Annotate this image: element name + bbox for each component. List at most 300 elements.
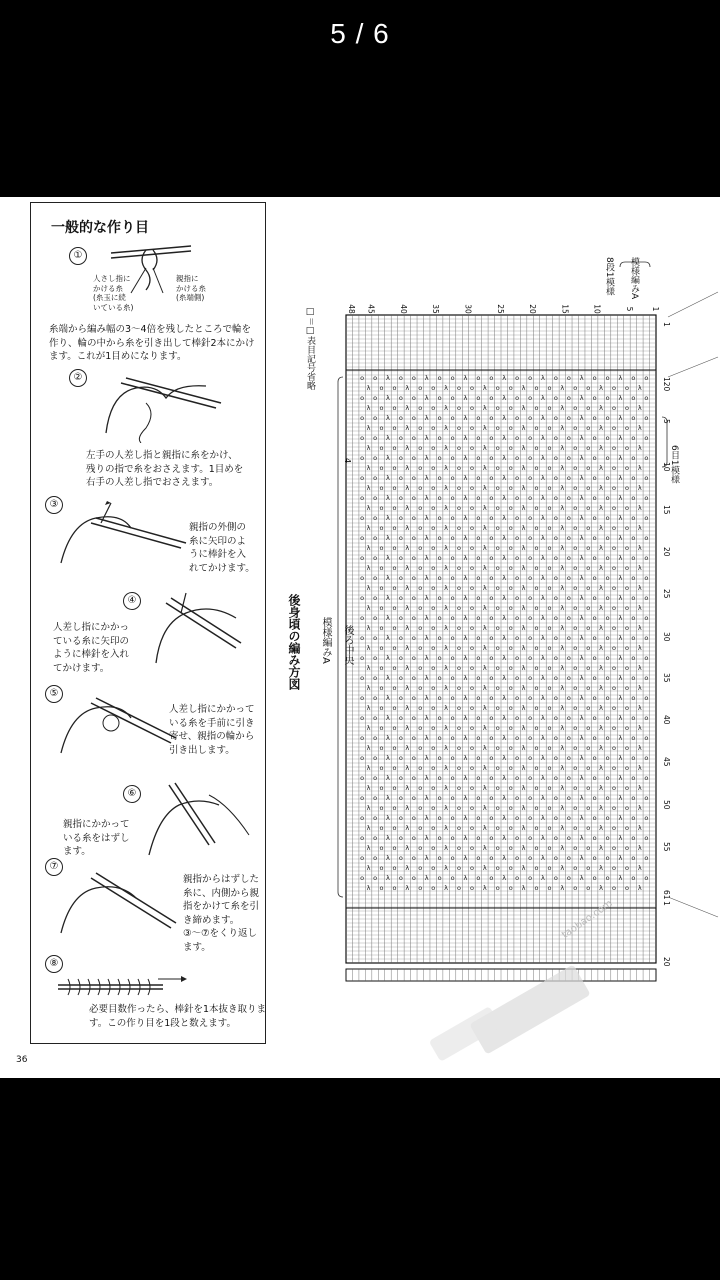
stitch-symbol: o bbox=[528, 874, 533, 882]
stitch-symbol: o bbox=[469, 584, 474, 592]
stitch-symbol: o bbox=[528, 574, 533, 582]
stitch-symbol: λ bbox=[541, 514, 545, 522]
stitch-symbol: λ bbox=[482, 484, 487, 492]
stitch-symbol: o bbox=[644, 554, 649, 562]
stitch-symbol: o bbox=[457, 464, 462, 472]
stitch-symbol: λ bbox=[463, 554, 468, 562]
stitch-symbol: o bbox=[373, 374, 378, 382]
stitch-symbol: λ bbox=[405, 424, 410, 432]
stitch-symbol: λ bbox=[618, 694, 623, 702]
stitch-symbol: o bbox=[411, 454, 416, 462]
row-number: 1 bbox=[650, 306, 660, 312]
stitch-symbol: o bbox=[624, 604, 629, 612]
stitch-symbol: λ bbox=[599, 604, 604, 612]
stitch-symbol: λ bbox=[463, 374, 468, 382]
stitch-symbol: o bbox=[624, 484, 629, 492]
stitch-symbol: o bbox=[450, 674, 455, 682]
stitch-symbol: o bbox=[534, 384, 539, 392]
stitch-symbol: o bbox=[411, 474, 416, 482]
stitch-symbol: o bbox=[547, 584, 552, 592]
stitch-symbol: o bbox=[431, 384, 436, 392]
stitch-symbol: o bbox=[508, 484, 513, 492]
stitch-symbol: λ bbox=[618, 374, 623, 382]
stitch-symbol: o bbox=[431, 644, 436, 652]
stitch-symbol: o bbox=[515, 754, 520, 762]
stitch-symbol: o bbox=[418, 844, 423, 852]
stitch-symbol: o bbox=[469, 384, 474, 392]
stitch-symbol: λ bbox=[482, 884, 487, 892]
stitch-symbol: o bbox=[392, 524, 397, 532]
stitch-symbol: o bbox=[586, 444, 591, 452]
leader-line bbox=[668, 357, 718, 377]
stitch-symbol: o bbox=[612, 804, 617, 812]
stitch-symbol: o bbox=[605, 574, 610, 582]
stitch-symbol: λ bbox=[599, 424, 604, 432]
stitch-symbol: o bbox=[476, 454, 481, 462]
stitch-symbol: o bbox=[437, 434, 442, 442]
stitch-symbol: λ bbox=[599, 464, 604, 472]
stitch-symbol: o bbox=[624, 704, 629, 712]
stitch-symbol: o bbox=[398, 814, 403, 822]
stitch-symbol: o bbox=[553, 814, 558, 822]
stitch-symbol: o bbox=[373, 474, 378, 482]
stitch-symbol: λ bbox=[386, 654, 390, 662]
stitch-symbol: o bbox=[379, 624, 384, 632]
stitch-symbol: o bbox=[515, 774, 520, 782]
stitch-symbol: o bbox=[547, 684, 552, 692]
stitch-symbol: o bbox=[398, 774, 403, 782]
stitch-symbol: λ bbox=[482, 784, 487, 792]
stitch-symbol: o bbox=[553, 774, 558, 782]
stitch-symbol: o bbox=[457, 844, 462, 852]
stitch-symbol: λ bbox=[560, 844, 565, 852]
step-4-text: 人差し指にかかっ ている糸に矢印の ように棒針を入れ てかけます。 bbox=[53, 622, 130, 674]
stitch-symbol: o bbox=[534, 704, 539, 712]
stitch-symbol: λ bbox=[424, 674, 429, 682]
stitch-symbol: o bbox=[411, 674, 416, 682]
stitch-symbol: o bbox=[411, 874, 416, 882]
stitch-symbol: o bbox=[553, 434, 558, 442]
stitch-symbol: o bbox=[553, 374, 558, 382]
stitch-symbol: o bbox=[528, 854, 533, 862]
stitch-symbol: λ bbox=[386, 594, 390, 602]
stitch-symbol: o bbox=[566, 834, 571, 842]
stitch-symbol: o bbox=[373, 594, 378, 602]
stitch-symbol: λ bbox=[599, 704, 604, 712]
stitch-symbol: o bbox=[508, 604, 513, 612]
stitch-symbol: o bbox=[631, 754, 636, 762]
stitch-symbol: λ bbox=[541, 534, 545, 542]
stitch-symbol: o bbox=[631, 454, 636, 462]
stitch-symbol: o bbox=[450, 514, 455, 522]
stitch-symbol: λ bbox=[444, 664, 449, 672]
stitch-symbol: λ bbox=[482, 764, 487, 772]
stitch-symbol: λ bbox=[637, 724, 642, 732]
stitch-symbol: o bbox=[612, 504, 617, 512]
stitch-symbol: λ bbox=[444, 504, 449, 512]
column-number: 45 bbox=[662, 757, 671, 767]
stitch-symbol: o bbox=[547, 724, 552, 732]
stitch-symbol: o bbox=[418, 444, 423, 452]
stitch-symbol: λ bbox=[521, 384, 526, 392]
stitch-symbol: λ bbox=[599, 684, 604, 692]
stitch-symbol: λ bbox=[366, 844, 371, 852]
stitch-symbol: o bbox=[566, 774, 571, 782]
stitch-symbol: o bbox=[508, 744, 513, 752]
stitch-symbol: o bbox=[476, 714, 481, 722]
stitch-symbol: o bbox=[457, 784, 462, 792]
stitch-symbol: λ bbox=[637, 704, 642, 712]
stitch-symbol: o bbox=[515, 474, 520, 482]
stitch-symbol: o bbox=[437, 414, 442, 422]
stitch-symbol: λ bbox=[618, 794, 623, 802]
row-number: 10 bbox=[592, 304, 602, 314]
stitch-symbol: λ bbox=[541, 614, 545, 622]
stitch-symbol: o bbox=[411, 654, 416, 662]
stitch-symbol: o bbox=[431, 884, 436, 892]
stitch-symbol: o bbox=[489, 434, 494, 442]
stitch-symbol: o bbox=[528, 454, 533, 462]
repeat-label: 6目1模様 bbox=[669, 445, 679, 484]
stitch-symbol: λ bbox=[502, 774, 507, 782]
stitch-symbol: λ bbox=[424, 774, 429, 782]
stitch-symbol: λ bbox=[444, 824, 449, 832]
stitch-symbol: λ bbox=[444, 544, 449, 552]
stitch-symbol: λ bbox=[463, 594, 468, 602]
stitch-symbol: o bbox=[398, 574, 403, 582]
stitch-symbol: o bbox=[495, 724, 500, 732]
stitch-symbol: λ bbox=[482, 424, 487, 432]
stitch-symbol: o bbox=[398, 594, 403, 602]
stitch-symbol: λ bbox=[521, 624, 526, 632]
stitch-symbol: o bbox=[431, 844, 436, 852]
stitch-symbol: o bbox=[398, 434, 403, 442]
stitch-symbol: o bbox=[392, 584, 397, 592]
stitch-symbol: o bbox=[495, 744, 500, 752]
stitch-symbol: o bbox=[437, 854, 442, 862]
stitch-symbol: o bbox=[437, 874, 442, 882]
stitch-symbol: λ bbox=[637, 844, 642, 852]
stitch-symbol: o bbox=[553, 674, 558, 682]
stitch-symbol: o bbox=[392, 744, 397, 752]
stitch-symbol: o bbox=[373, 694, 378, 702]
stitch-symbol: λ bbox=[521, 524, 526, 532]
stitch-symbol: o bbox=[566, 474, 571, 482]
stitch-symbol: λ bbox=[405, 464, 410, 472]
stitch-symbol: o bbox=[476, 474, 481, 482]
column-number: 120 bbox=[662, 377, 671, 392]
stitch-symbol: o bbox=[398, 794, 403, 802]
stitch-symbol: o bbox=[431, 604, 436, 612]
stitch-symbol: o bbox=[373, 874, 378, 882]
stitch-symbol: o bbox=[469, 824, 474, 832]
stitch-symbol: o bbox=[534, 504, 539, 512]
stitch-symbol: o bbox=[605, 734, 610, 742]
stitch-symbol: o bbox=[605, 414, 610, 422]
stitch-symbol: λ bbox=[463, 694, 468, 702]
stitch-symbol: o bbox=[553, 414, 558, 422]
stitch-symbol: λ bbox=[366, 524, 371, 532]
stitch-symbol: λ bbox=[482, 664, 487, 672]
stitch-symbol: o bbox=[373, 774, 378, 782]
stitch-symbol: o bbox=[398, 534, 403, 542]
stitch-symbol: o bbox=[360, 794, 365, 802]
stitch-symbol: o bbox=[573, 464, 578, 472]
stitch-symbol: o bbox=[586, 484, 591, 492]
stitch-symbol: λ bbox=[579, 434, 584, 442]
stitch-symbol: λ bbox=[618, 474, 623, 482]
stitch-symbol: λ bbox=[444, 404, 449, 412]
stitch-symbol: o bbox=[586, 804, 591, 812]
stitch-symbol: λ bbox=[366, 604, 371, 612]
stitch-symbol: o bbox=[573, 644, 578, 652]
step-5-text: 人差し指にかかって いる糸を手前に引き 寄せ、親指の輪から 引き出します。 bbox=[169, 704, 255, 756]
stitch-symbol: o bbox=[586, 844, 591, 852]
stitch-symbol: o bbox=[631, 394, 636, 402]
stitch-symbol: o bbox=[566, 814, 571, 822]
stitch-symbol: o bbox=[508, 424, 513, 432]
stitch-symbol: o bbox=[360, 494, 365, 502]
document-page[interactable] bbox=[0, 197, 720, 1078]
stitch-symbol: λ bbox=[560, 604, 565, 612]
stitch-symbol: λ bbox=[637, 524, 642, 532]
stitch-symbol: o bbox=[392, 784, 397, 792]
stitch-symbol: o bbox=[644, 454, 649, 462]
stitch-symbol: o bbox=[592, 514, 597, 522]
stitch-symbol: o bbox=[476, 694, 481, 702]
stitch-symbol: λ bbox=[637, 404, 642, 412]
stitch-symbol: o bbox=[431, 424, 436, 432]
stitch-symbol: λ bbox=[637, 564, 642, 572]
stitch-symbol: o bbox=[495, 804, 500, 812]
stitch-symbol: o bbox=[431, 824, 436, 832]
stitch-symbol: o bbox=[437, 454, 442, 462]
stitch-symbol: λ bbox=[541, 734, 545, 742]
stitch-symbol: o bbox=[612, 744, 617, 752]
stitch-symbol: λ bbox=[463, 494, 468, 502]
stitch-symbol: λ bbox=[618, 634, 623, 642]
stitch-symbol: o bbox=[431, 564, 436, 572]
stitch-symbol: o bbox=[373, 514, 378, 522]
stitch-symbol: λ bbox=[560, 404, 565, 412]
stitch-symbol: o bbox=[431, 544, 436, 552]
stitch-symbol: λ bbox=[424, 434, 429, 442]
stitch-symbol: o bbox=[631, 694, 636, 702]
stitch-symbol: λ bbox=[366, 684, 371, 692]
stitch-symbol: o bbox=[515, 694, 520, 702]
stitch-symbol: λ bbox=[366, 764, 371, 772]
stitch-symbol: o bbox=[469, 744, 474, 752]
stitch-symbol: λ bbox=[463, 514, 468, 522]
stitch-symbol: λ bbox=[579, 534, 584, 542]
stitch-symbol: o bbox=[528, 474, 533, 482]
stitch-symbol: o bbox=[457, 724, 462, 732]
stitch-symbol: o bbox=[644, 734, 649, 742]
stitch-symbol: o bbox=[605, 514, 610, 522]
stitch-symbol: λ bbox=[579, 854, 584, 862]
stitch-symbol: λ bbox=[618, 674, 623, 682]
stitch-symbol: λ bbox=[463, 534, 468, 542]
stitch-symbol: o bbox=[469, 444, 474, 452]
stitch-symbol: λ bbox=[366, 504, 371, 512]
stitch-symbol: o bbox=[612, 384, 617, 392]
stitch-symbol: o bbox=[489, 394, 494, 402]
stitch-symbol: o bbox=[418, 544, 423, 552]
stitch-symbol: o bbox=[476, 514, 481, 522]
stitch-symbol: λ bbox=[541, 714, 545, 722]
stitch-symbol: o bbox=[360, 614, 365, 622]
step-2-text: 左手の人差し指と親指に糸をかけ、 残りの指で糸をおさえます。1目めを 右手の人差し指でおさえます。 bbox=[86, 450, 244, 488]
stitch-symbol: λ bbox=[541, 794, 545, 802]
repeat-bracket bbox=[662, 417, 667, 467]
stitch-symbol: o bbox=[431, 864, 436, 872]
stitch-symbol: o bbox=[495, 704, 500, 712]
stitch-symbol: o bbox=[553, 754, 558, 762]
stitch-symbol: o bbox=[508, 524, 513, 532]
stitch-symbol: λ bbox=[424, 454, 429, 462]
stitch-symbol: o bbox=[612, 484, 617, 492]
stitch-symbol: o bbox=[592, 834, 597, 842]
stitch-symbol: λ bbox=[579, 714, 584, 722]
stitch-symbol: λ bbox=[599, 844, 604, 852]
stitch-symbol: o bbox=[515, 434, 520, 442]
stitch-symbol: o bbox=[431, 784, 436, 792]
stitch-symbol: o bbox=[469, 504, 474, 512]
stitch-symbol: o bbox=[612, 784, 617, 792]
stitch-symbol: λ bbox=[560, 704, 565, 712]
stitch-symbol: λ bbox=[502, 454, 507, 462]
stitch-symbol: λ bbox=[637, 604, 642, 612]
stitch-symbol: o bbox=[392, 544, 397, 552]
stitch-symbol: o bbox=[411, 834, 416, 842]
stitch-symbol: o bbox=[547, 424, 552, 432]
stitch-symbol: o bbox=[418, 864, 423, 872]
stitch-symbol: λ bbox=[424, 754, 429, 762]
stitch-symbol: o bbox=[592, 874, 597, 882]
stitch-symbol: λ bbox=[618, 394, 623, 402]
stitch-symbol: o bbox=[508, 864, 513, 872]
stitch-symbol: o bbox=[592, 434, 597, 442]
stitch-symbol: o bbox=[547, 604, 552, 612]
stitch-symbol: λ bbox=[521, 824, 526, 832]
stitch-symbol: λ bbox=[541, 694, 545, 702]
stitch-symbol: λ bbox=[502, 574, 507, 582]
stitch-symbol: o bbox=[373, 834, 378, 842]
stitch-symbol: λ bbox=[541, 754, 545, 762]
stitch-symbol: λ bbox=[521, 644, 526, 652]
stitch-symbol: λ bbox=[599, 564, 604, 572]
stitch-symbol: o bbox=[515, 394, 520, 402]
stitch-symbol: o bbox=[398, 674, 403, 682]
step-8-number: ⑧ bbox=[45, 955, 63, 973]
stitch-symbol: λ bbox=[560, 644, 565, 652]
stitch-symbol: o bbox=[566, 714, 571, 722]
stitch-symbol: λ bbox=[386, 454, 390, 462]
stitch-symbol: o bbox=[469, 524, 474, 532]
stitch-symbol: λ bbox=[541, 574, 545, 582]
stitch-symbol: λ bbox=[386, 874, 390, 882]
stitch-symbol: λ bbox=[482, 464, 487, 472]
stitch-symbol: o bbox=[489, 414, 494, 422]
stitch-symbol: o bbox=[411, 634, 416, 642]
stitch-symbol: λ bbox=[405, 704, 410, 712]
stitch-symbol: o bbox=[398, 514, 403, 522]
stitch-symbol: o bbox=[437, 734, 442, 742]
stitch-symbol: o bbox=[586, 564, 591, 572]
stitch-symbol: λ bbox=[366, 404, 371, 412]
stitch-symbol: o bbox=[431, 704, 436, 712]
stitch-symbol: o bbox=[469, 764, 474, 772]
stitch-symbol: o bbox=[612, 664, 617, 672]
stitch-symbol: o bbox=[450, 554, 455, 562]
stitch-symbol: λ bbox=[424, 554, 429, 562]
stitch-symbol: o bbox=[508, 824, 513, 832]
stitch-symbol: o bbox=[515, 554, 520, 562]
step-1-text: 糸端から編み幅の3～4倍を残したところで輪を 作り、輪の中から糸を引き出して棒針2本にかけ ます。これが1目めになります。 bbox=[49, 324, 255, 362]
stitch-symbol: o bbox=[547, 624, 552, 632]
stitch-symbol: o bbox=[631, 614, 636, 622]
index-finger-label: 人さし指に かける糸 (糸玉に続 いている糸) bbox=[93, 274, 134, 312]
stitch-symbol: o bbox=[476, 374, 481, 382]
stitch-symbol: o bbox=[489, 634, 494, 642]
stitch-symbol: o bbox=[476, 854, 481, 862]
stitch-symbol: o bbox=[495, 464, 500, 472]
stitch-symbol: o bbox=[379, 524, 384, 532]
stitch-symbol: λ bbox=[424, 734, 429, 742]
stitch-symbol: λ bbox=[541, 834, 545, 842]
stitch-symbol: λ bbox=[405, 864, 410, 872]
stitch-symbol: o bbox=[644, 634, 649, 642]
stitch-symbol: λ bbox=[386, 854, 390, 862]
stitch-symbol: o bbox=[566, 874, 571, 882]
stitch-symbol: λ bbox=[618, 494, 623, 502]
stitch-symbol: o bbox=[469, 684, 474, 692]
stitch-symbol: o bbox=[360, 774, 365, 782]
stitch-symbol: o bbox=[508, 764, 513, 772]
stitch-symbol: λ bbox=[637, 464, 642, 472]
stitch-symbol: o bbox=[624, 664, 629, 672]
stitch-symbol: λ bbox=[579, 654, 584, 662]
stitch-symbol: o bbox=[495, 544, 500, 552]
stitch-symbol: o bbox=[566, 734, 571, 742]
stitch-symbol: λ bbox=[444, 804, 449, 812]
stitch-symbol: λ bbox=[482, 604, 487, 612]
stitch-symbol: o bbox=[573, 524, 578, 532]
stitch-symbol: o bbox=[534, 784, 539, 792]
stitch-symbol: o bbox=[450, 594, 455, 602]
stitch-symbol: λ bbox=[618, 414, 623, 422]
stitch-symbol: λ bbox=[579, 554, 584, 562]
stitch-symbol: o bbox=[360, 554, 365, 562]
stitch-symbol: λ bbox=[424, 594, 429, 602]
stitch-symbol: o bbox=[586, 544, 591, 552]
stitch-symbol: o bbox=[566, 514, 571, 522]
stitch-symbol: o bbox=[437, 774, 442, 782]
stitch-symbol: o bbox=[457, 544, 462, 552]
stitch-symbol: o bbox=[547, 864, 552, 872]
stitch-symbol: o bbox=[476, 674, 481, 682]
stitch-symbol: o bbox=[495, 404, 500, 412]
stitch-symbol: o bbox=[450, 414, 455, 422]
stitch-symbol: o bbox=[418, 484, 423, 492]
stitch-symbol: o bbox=[624, 404, 629, 412]
stitch-symbol: o bbox=[489, 654, 494, 662]
stitch-symbol: o bbox=[379, 464, 384, 472]
stitch-symbol: λ bbox=[560, 584, 565, 592]
stitch-symbol: λ bbox=[618, 874, 623, 882]
stitch-symbol: λ bbox=[618, 814, 623, 822]
stitch-symbol: o bbox=[418, 584, 423, 592]
